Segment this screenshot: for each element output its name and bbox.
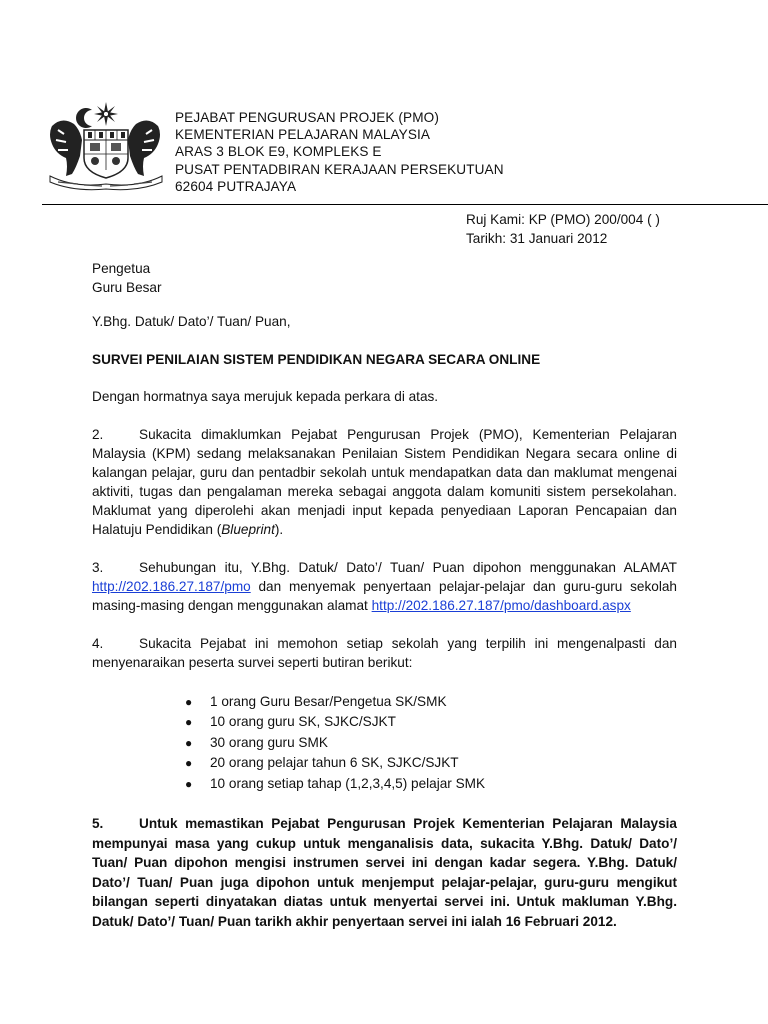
coat-of-arms-icon	[44, 96, 166, 192]
list-item: ● 30 orang guru SMK	[185, 733, 677, 753]
paragraph-end: ).	[274, 522, 284, 537]
salutation: Y.Bhg. Datuk/ Dato’/ Tuan/ Puan,	[92, 314, 291, 329]
letter-body	[92, 259, 677, 932]
letterhead-line: KEMENTERIAN PELAJARAN MALAYSIA	[175, 127, 431, 143]
letter-date: Tarikh: 31 Januari 2012	[466, 231, 608, 246]
letterhead-line: PEJABAT PENGURUSAN PROJEK (PMO)	[175, 110, 439, 125]
reference-number: Ruj Kami: KP (PMO) 200/004 ( )	[466, 212, 660, 227]
paragraph-3	[92, 558, 677, 615]
paragraph-number: 5.	[92, 816, 104, 832]
dashboard-link[interactable]: http://202.186.27.187/pmo/dashboard.aspx	[371, 598, 631, 613]
paragraph-text: Untuk memastikan Pejabat Pengurusan Projek Kementerian Pelajaran Malaysia mempunyai masa yang cukup untuk menganalisis data, sukacita Y.Bhg. Datuk/ Dato’/ Tuan/ Puan dipohon mengisi instrumen servei ini dengan kadar segera. Y.Bhg. Datuk/ Dato’/ Tuan/ Puan juga dipohon untuk menjemput pelajar-pelajar, guru-guru mengikut bilangan seperti dinyatakan diatas untuk menyertai servei ini. Untuk makluman Y.Bhg. Datuk/ Dato’/ Tuan/ Puan tarikh akhir penyertaan servei ini ialah 16 Februari 2012.	[92, 816, 677, 929]
pmo-link[interactable]: http://202.186.27.187/pmo	[92, 579, 251, 594]
blueprint-italic: Blueprint	[221, 522, 275, 537]
crest-star-crescent	[76, 102, 118, 128]
reference-block	[466, 210, 660, 248]
intro-paragraph: Dengan hormatnya saya merujuk kepada perkara di atas.	[92, 389, 439, 404]
paragraph-text: dan menyemak penyertaan pelajar-pelajar dan guru-guru sekolah masing-masing dengan menggunakan alamat	[92, 579, 677, 613]
letterhead-line: 62604 PUTRAJAYA	[175, 178, 297, 194]
letterhead-address	[175, 109, 504, 195]
bullet-icon: ●	[185, 715, 193, 730]
recipient-block	[92, 259, 677, 297]
paragraph-text: Sukacita dimaklumkan Pejabat Pengurusan Projek (PMO), Kementerian Pelajaran Malaysia (KPM) sedang melaksanakan Penilaian Sistem Pendidikan Negara secara online di kalangan pelajar, guru dan pentadbir sekolah untuk mendapatkan data dan maklumat mengenai aktiviti, tugas dan pengalaman mereka sebagai anggota dalam komuniti sistem persekolahan. Maklumat yang diperolehi akan menjadi input kepada penyediaan Laporan Pencapaian dan Halatuju Pendidikan (	[92, 427, 677, 537]
bullet-icon: ●	[185, 756, 193, 771]
crest-tiger-right	[128, 120, 160, 176]
bullet-icon: ●	[185, 776, 193, 791]
letterhead-line: PUSAT PENTADBIRAN KERAJAAN PERSEKUTUAN	[175, 161, 504, 177]
participant-list	[92, 692, 677, 794]
crest-tiger-left	[50, 120, 82, 176]
recipient-line: Guru Besar	[92, 280, 162, 295]
bullet-icon: ●	[185, 735, 193, 750]
list-item: ● 10 orang setiap tahap (1,2,3,4,5) pelajar SMK	[185, 774, 677, 794]
letterhead-line: ARAS 3 BLOK E9, KOMPLEKS E	[175, 144, 382, 160]
letter-subject: SURVEI PENILAIAN SISTEM PENDIDIKAN NEGARA SECARA ONLINE	[92, 352, 541, 367]
paragraph-text: Sukacita Pejabat ini memohon setiap sekolah yang terpilih ini mengenalpasti dan menyenaraikan peserta survei seperti butiran berikut:	[92, 636, 677, 670]
list-item: ● 20 orang pelajar tahun 6 SK, SJKC/SJKT	[185, 753, 677, 773]
recipient-line: Pengetua	[92, 261, 151, 276]
paragraph-number: 4.	[92, 636, 104, 651]
paragraph-4	[92, 634, 677, 672]
paragraph-5	[92, 814, 677, 932]
list-item: ● 1 orang Guru Besar/Pengetua SK/SMK	[185, 692, 677, 712]
paragraph-2	[92, 425, 677, 539]
paragraph-number: 3.	[92, 560, 104, 575]
paragraph-number: 2.	[92, 427, 104, 442]
bullet-icon: ●	[185, 695, 193, 709]
list-item: ● 10 orang guru SK, SJKC/SJKT	[185, 712, 677, 732]
crest-shield	[84, 130, 128, 178]
header-divider	[42, 204, 768, 205]
paragraph-text: Sehubungan itu, Y.Bhg. Datuk/ Dato’/ Tuan/ Puan dipohon menggunakan ALAMAT	[139, 560, 677, 575]
